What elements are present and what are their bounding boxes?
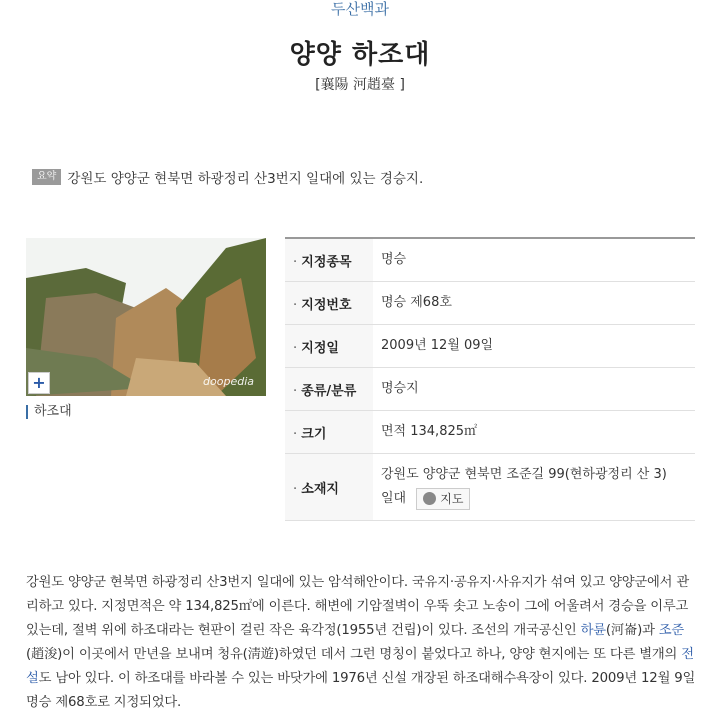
landscape-image: [26, 238, 266, 396]
map-button-label: 지도: [440, 491, 464, 506]
doopedia-watermark: doopedia: [203, 375, 254, 388]
info-row-designation-date: [285, 325, 695, 368]
info-value: 면적 134,825㎡: [381, 424, 478, 439]
body-text-4: 도 남아 있다. 이 하조대를 바라볼 수 있는 바닷가에 1976년 신설 개장된 하조대해수욕장이 있다. 2009년 12월 9일 명승 제68호로 지정되었다.: [26, 671, 696, 710]
source-link[interactable]: 두산백과: [331, 0, 389, 18]
info-value: 2009년 12월 09일: [381, 338, 494, 353]
info-row-size: [285, 411, 695, 454]
location-line-2: 일대: [381, 491, 407, 506]
info-value: 명승지: [381, 381, 419, 396]
map-button[interactable]: [416, 488, 470, 510]
location-line-1: 강원도 양양군 현북면 조준길 99(현하광정리 산 3): [381, 467, 667, 482]
info-key: · 소재지: [285, 478, 365, 497]
zoom-image-button[interactable]: +: [28, 372, 50, 394]
body-text-2: (河崙)과: [605, 623, 659, 638]
info-key: · 크기: [285, 423, 365, 442]
summary: [32, 167, 423, 187]
summary-tag: 요약: [32, 169, 61, 185]
link-legend[interactable]: 전설: [26, 647, 694, 686]
hanja-subtitle: [襄陽 河趙臺 ]: [315, 77, 405, 93]
info-value: 명승: [381, 252, 407, 267]
info-key: · 종류/분류: [285, 380, 365, 399]
globe-icon: [423, 492, 436, 505]
body-text-1: 강원도 양양군 현북면 하광정리 산3번지 일대에 있는 암석해안이다. 국유지·공유지·사유지가 섞여 있고 양양군에서 관리하고 있다. 지정면적은 약 134,825㎡에 이른다. 해변에 기암절벽이 우뚝 솟고 노송이 그에 어울려서 경승을 이루고 있는데, 절벽 위에 하조대라는 현판이 걸린 작은 육각정(1955년 건립)이 있다. 조선의 개국공신인: [26, 575, 689, 638]
info-row-designation-type: [285, 239, 695, 282]
info-value: 명승 제68호: [381, 295, 452, 310]
photo-caption: 하조대: [26, 405, 72, 419]
main-photo[interactable]: [26, 238, 266, 396]
page-title: 양양 하조대: [289, 40, 431, 70]
link-haryun[interactable]: 하륜: [580, 623, 606, 638]
info-key: · 지정번호: [285, 294, 365, 313]
info-row-category: [285, 368, 695, 411]
info-row-designation-number: [285, 282, 695, 325]
info-key: · 지정종목: [285, 251, 365, 270]
article-body: [26, 571, 698, 715]
summary-text: 강원도 양양군 현북면 하광정리 산3번지 일대에 있는 경승지.: [67, 171, 424, 187]
info-table: [285, 237, 695, 521]
link-jojun[interactable]: 조준: [658, 623, 685, 638]
location-value: [373, 463, 667, 511]
info-key: · 지정일: [285, 337, 365, 356]
info-row-location: [285, 454, 695, 521]
body-text-3: (趙浚)이 이곳에서 만년을 보내며 청유(淸遊)하였던 데서 그런 명칭이 붙었다고 하나, 양양 현지에는 또 다른 별개의: [26, 647, 682, 662]
